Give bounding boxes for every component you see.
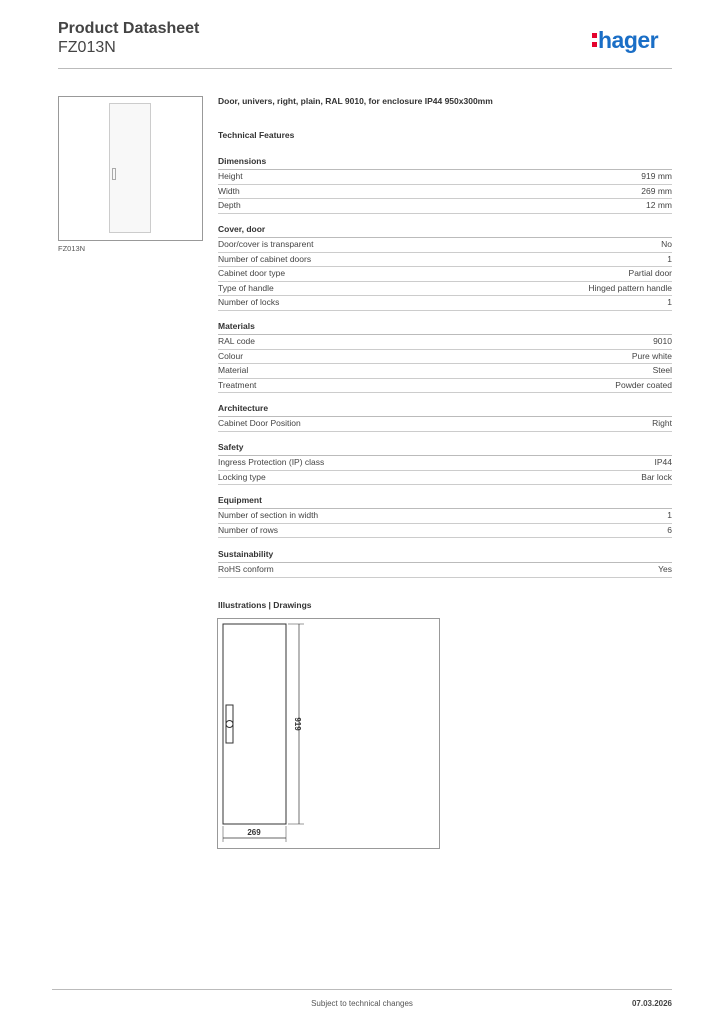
feature-value: 1 <box>667 297 672 307</box>
section-safety <box>218 442 672 485</box>
technical-features-title: Technical Features <box>218 130 295 140</box>
feature-value: 12 mm <box>646 200 672 210</box>
feature-row <box>218 185 672 200</box>
section-dimensions <box>218 156 672 214</box>
feature-row <box>218 563 672 578</box>
product-description: Door, univers, right, plain, RAL 9010, for enclosure IP44 950x300mm <box>218 96 493 106</box>
door-handle-icon <box>112 168 116 180</box>
feature-value: 1 <box>667 253 672 264</box>
feature-value: Pure white <box>631 350 672 361</box>
section-architecture <box>218 403 672 432</box>
section-title: Equipment <box>218 495 672 509</box>
feature-value: 269 mm <box>641 185 672 196</box>
feature-value: 9010 <box>653 336 672 346</box>
product-code: FZ013N <box>58 39 116 56</box>
feature-value: Partial door <box>628 268 672 278</box>
feature-value: 1 <box>667 510 672 520</box>
feature-label: Cabinet door type <box>218 268 286 278</box>
width-dim-label: 269 <box>247 828 261 837</box>
section-cover-door <box>218 224 672 311</box>
hager-logo <box>592 27 658 54</box>
technical-drawing <box>217 618 440 849</box>
section-sustainability <box>218 549 672 578</box>
illustrations-title: Illustrations | Drawings <box>218 600 312 610</box>
feature-row <box>218 456 672 471</box>
feature-label: Cabinet Door Position <box>218 418 301 428</box>
feature-value: Yes <box>658 564 672 574</box>
feature-label: Ingress Protection (IP) class <box>218 457 325 467</box>
feature-value: 919 mm <box>641 171 672 181</box>
feature-label: RAL code <box>218 336 256 346</box>
feature-value: Right <box>652 418 672 428</box>
feature-label: Type of handle <box>218 282 274 293</box>
feature-label: Material <box>218 365 249 375</box>
feature-value: 6 <box>667 524 672 535</box>
footer-note: Subject to technical changes <box>311 999 413 1008</box>
feature-label: Door/cover is transparent <box>218 239 314 249</box>
drawing-svg <box>218 619 441 850</box>
product-thumbnail <box>58 96 203 241</box>
feature-row <box>218 350 672 365</box>
lock-icon <box>226 721 233 728</box>
feature-label: Treatment <box>218 379 257 390</box>
feature-row <box>218 267 672 282</box>
feature-row <box>218 335 672 350</box>
feature-row <box>218 509 672 524</box>
footer-divider <box>52 989 672 990</box>
feature-row <box>218 199 672 214</box>
handle-outline <box>226 705 233 743</box>
section-equipment <box>218 495 672 538</box>
feature-value: Hinged pattern handle <box>588 282 672 293</box>
feature-row <box>218 471 672 486</box>
feature-label: Depth <box>218 200 241 210</box>
door-image <box>109 103 151 233</box>
section-title: Sustainability <box>218 549 672 563</box>
feature-value: Powder coated <box>615 379 672 390</box>
feature-row <box>218 238 672 253</box>
feature-label: Colour <box>218 350 244 361</box>
feature-value: Bar lock <box>641 471 672 482</box>
feature-label: Locking type <box>218 471 266 482</box>
section-title: Materials <box>218 321 672 335</box>
door-outline <box>223 624 286 824</box>
section-title: Architecture <box>218 403 672 417</box>
feature-label: Number of cabinet doors <box>218 253 312 264</box>
feature-row <box>218 379 672 394</box>
section-title: Cover, door <box>218 224 672 238</box>
page-title: Product Datasheet <box>58 20 200 37</box>
feature-value: No <box>661 239 672 249</box>
feature-label: Width <box>218 185 240 196</box>
logo-text: hager <box>598 27 659 53</box>
height-dim-label: 919 <box>293 717 302 731</box>
feature-label: RoHS conform <box>218 564 274 574</box>
feature-value: IP44 <box>654 457 672 467</box>
feature-row <box>218 296 672 311</box>
footer-date: 07.03.2026 <box>631 999 672 1008</box>
feature-label: Height <box>218 171 243 181</box>
section-title: Dimensions <box>218 156 672 170</box>
header-divider <box>58 68 672 69</box>
section-materials <box>218 321 672 393</box>
feature-row <box>218 524 672 539</box>
feature-label: Number of locks <box>218 297 280 307</box>
feature-row <box>218 170 672 185</box>
feature-label: Number of section in width <box>218 510 319 520</box>
feature-value: Steel <box>652 365 672 375</box>
feature-row <box>218 364 672 379</box>
feature-row <box>218 417 672 432</box>
feature-row <box>218 282 672 297</box>
section-title: Safety <box>218 442 672 456</box>
feature-row <box>218 253 672 268</box>
feature-label: Number of rows <box>218 524 278 535</box>
thumbnail-caption: FZ013N <box>58 244 86 253</box>
